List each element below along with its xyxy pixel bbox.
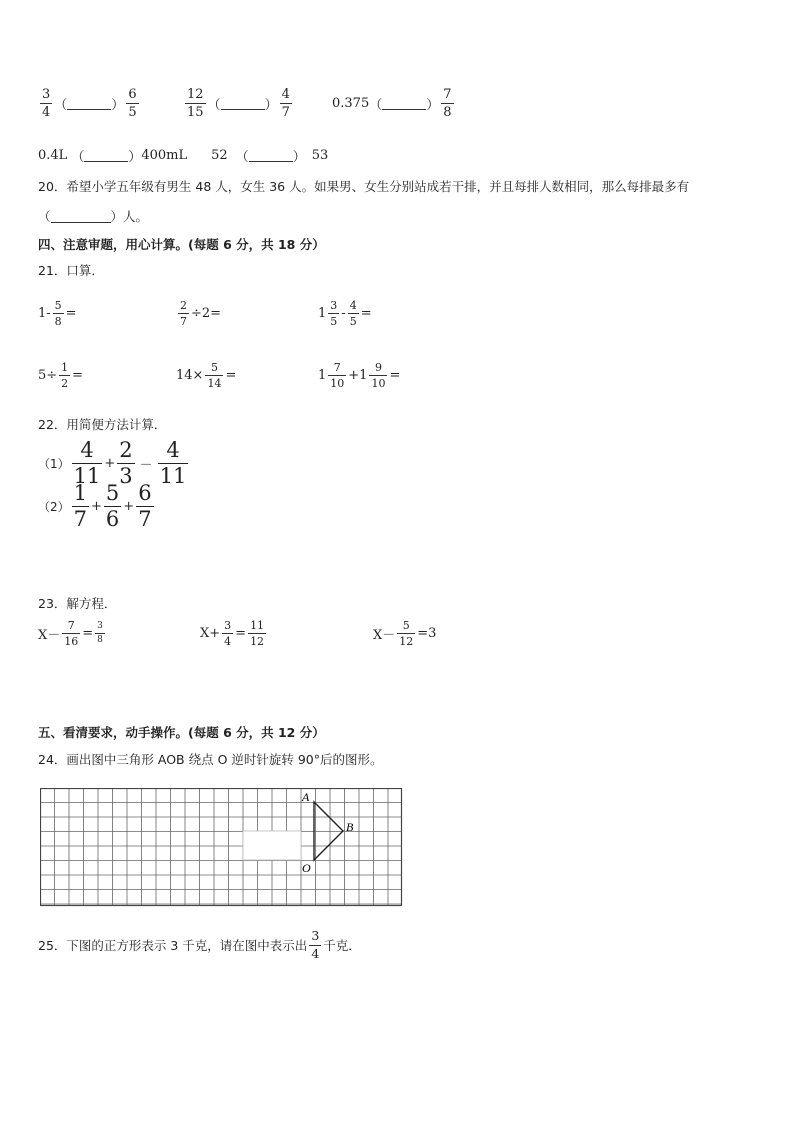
fraction: $\frac{12}{15}$: [187, 87, 204, 120]
answer-blank[interactable]: [67, 97, 111, 110]
oral-calc-item: 1 $\frac{7}{10}$ +1 $\frac{9}{10}$ =: [318, 361, 401, 390]
answer-blank[interactable]: [84, 149, 128, 162]
answer-blank[interactable]: [51, 210, 111, 223]
equation-2: X+ $\frac{3}{4}$ = $\frac{11}{12}$: [200, 619, 265, 648]
oral-calc-item: 1- $\frac{5}{8}$ =: [38, 299, 77, 328]
equation-1: X－ $\frac{7}{16}$ = $\frac{3}{8}$: [38, 619, 103, 648]
grid-figure[interactable]: [40, 788, 404, 908]
question-25: 25．下图的正方形表示 3 千克，请在图中表示出 $\frac{3}{4}$ 千克．: [38, 928, 361, 961]
equation-3: X－ $\frac{5}{12}$ =3: [373, 619, 437, 648]
question-20-text: 20．希望小学五年级有男生 48 人，女生 36 人。如果男、女生分别站成若干排，并且每排人数相同，那么每排最多有: [38, 179, 690, 194]
triangle-aob: [314, 802, 343, 860]
compare-item-3: 0.375 （ ） $\frac{7}{8}$: [332, 87, 452, 120]
question-20-answer: （ ）人。: [38, 209, 149, 224]
question-21-title: 21．口算．: [38, 263, 104, 278]
question-22-title: 22．用简便方法计算．: [38, 417, 167, 432]
label-a: A: [302, 790, 310, 804]
question-24-title: 24．画出图中三角形 AOB 绕点 O 逆时针旋转 90°后的图形。: [38, 752, 383, 767]
grid-border: [41, 789, 402, 906]
oral-calc-item: 5÷ $\frac{1}{2}$ =: [38, 361, 84, 390]
oral-calc-item: 14× $\frac{5}{14}$ =: [176, 361, 237, 390]
section-4-title: 四、注意审题，用心计算。(每题 6 分，共 18 分）: [38, 237, 325, 252]
blank-rectangle: [243, 831, 301, 860]
simplify-problem-2: （2） $\frac{1}{7}$ + $\frac{5}{6}$ + $\frac{6}{7}$: [38, 481, 152, 531]
question-23-title: 23．解方程．: [38, 596, 117, 611]
answer-blank[interactable]: [221, 97, 265, 110]
compare-row-1: $\frac{3}{4}$ （ ） $\frac{6}{5}$: [42, 87, 137, 120]
grid-lines: [40, 788, 402, 906]
section-5-title: 五、看清要求，动手操作。(每题 6 分，共 12 分）: [38, 725, 325, 740]
label-b: B: [346, 820, 354, 834]
fraction: $\frac{7}{8}$: [443, 87, 452, 120]
fraction: $\frac{4}{7}$: [281, 87, 290, 120]
simplify-problem-1: （1） $\frac{4}{11}$ + $\frac{2}{3}$ － $\frac{4}{11}$: [38, 438, 187, 488]
compare-item-2: $\frac{12}{15}$ （ ） $\frac{4}{7}$: [187, 87, 290, 120]
label-o: O: [302, 861, 311, 875]
fraction: $\frac{6}{5}$: [128, 87, 137, 120]
fraction: $\frac{3}{4}$: [42, 87, 51, 120]
compare-row-2: 0.4L （ ） 400mL 52 （ ） 53: [38, 148, 329, 165]
oral-calc-item: 1 $\frac{3}{5}$ - $\frac{4}{5}$ =: [318, 299, 372, 328]
oral-calc-item: $\frac{2}{7}$ ÷2=: [180, 299, 222, 328]
answer-blank[interactable]: [382, 97, 426, 110]
answer-blank[interactable]: [249, 149, 293, 162]
